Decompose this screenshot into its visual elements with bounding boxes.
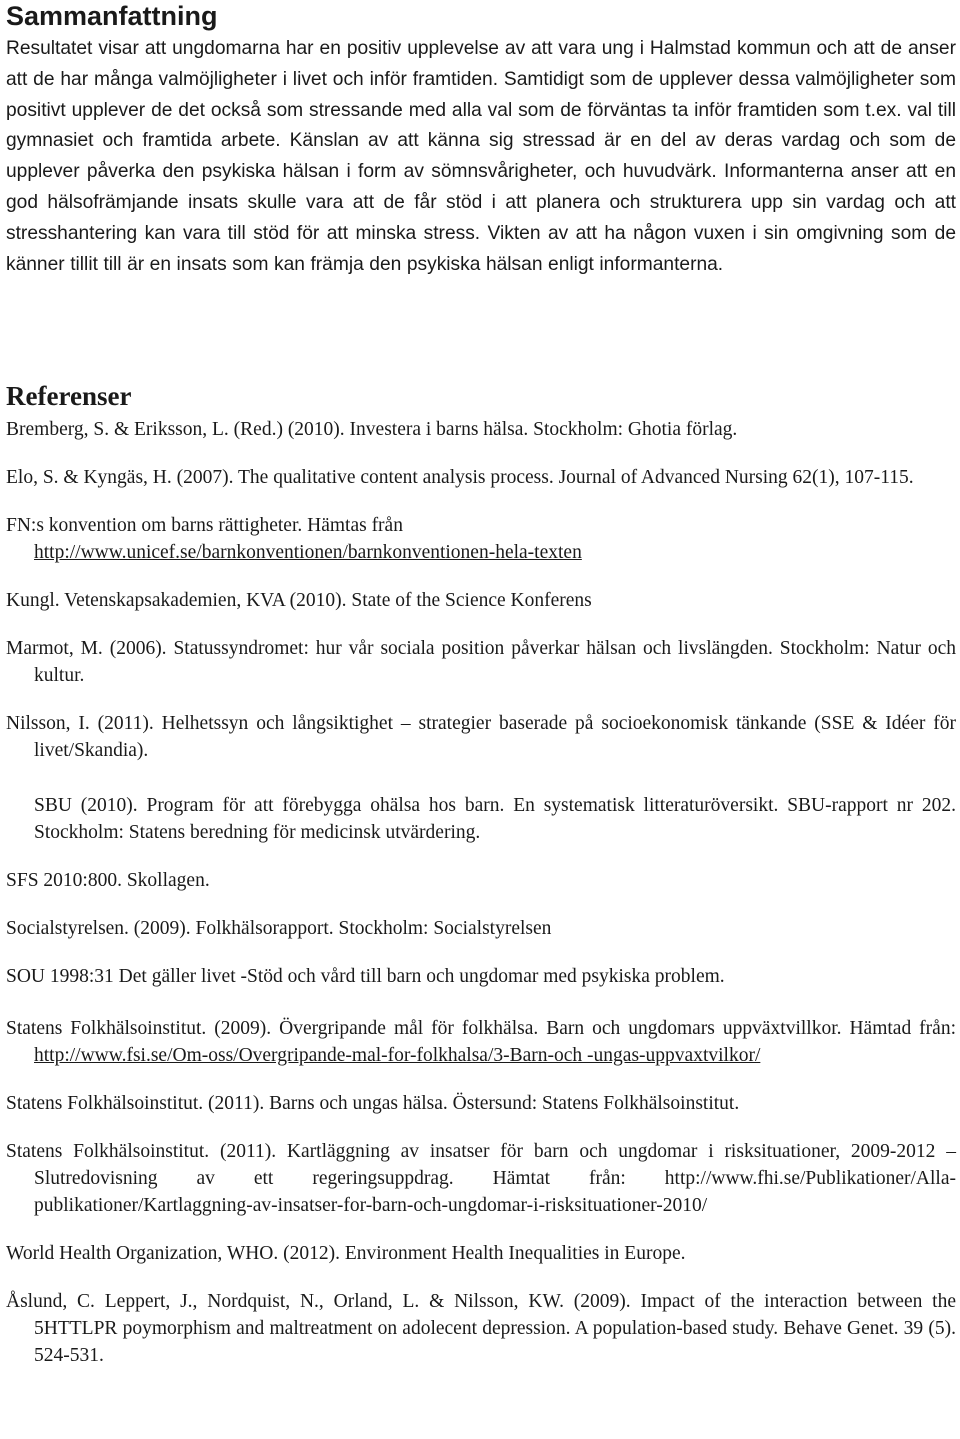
reference-text: SBU (2010). Program för att förebygga ohälsa hos barn. En systematisk litteraturöversikt. SBU-rapport nr 202. Stockholm: Statens beredning för medicinsk utvärdering.: [34, 795, 956, 843]
reference-text: Elo, S. & Kyngäs, H. (2007). The qualitative content analysis process. Journal of Advanced Nursing 62(1), 107-115.: [6, 467, 914, 488]
summary-heading: Sammanfattning: [6, 1, 218, 31]
reference-item: [6, 1288, 956, 1369]
reference-text: World Health Organization, WHO. (2012). Environment Health Inequalities in Europe.: [6, 1243, 686, 1264]
references-heading: Referenser: [6, 381, 132, 411]
reference-text: Statens Folkhälsoinstitut. (2011). Barns och ungas hälsa. Östersund: Statens Folkhälsoinstitut.: [6, 1093, 740, 1114]
reference-text: Bremberg, S. & Eriksson, L. (Red.) (2010). Investera i barns hälsa. Stockholm: Ghotia förlag.: [6, 419, 738, 440]
reference-text: Marmot, M. (2006). Statussyndromet: hur vår sociala position påverkar hälsan och livslängden. Stockholm: Natur och kultur.: [6, 638, 956, 686]
summary-paragraph: Resultatet visar att ungdomarna har en positiv upplevelse av att vara ung i Halmstad kommun och att de anser att de har många valmöjligheter i livet och inför framtiden. Samtidigt som de upplever dessa valmöjligheter som positivt upplever de det också som stressande med alla val som de förväntas ta inför framtiden som t.ex. val till gymnasiet och framtida arbete. Känslan av att känna sig stressad är en del av deras vardag och som de upplever påverka den psykiska hälsan i form av sömnsvårigheter, och huvudvärk. Informanterna anser att en god hälsofrämjande insats skulle vara att de får stöd i att planera och strukturera upp sin vardag och att stresshantering kan vara till stöd för att minska stress. Vikten av att ha någon vuxen i sin omgivning som de känner tillit till är en insats som kan främja den psykiska hälsan enligt informanterna.: [6, 38, 956, 275]
reference-link[interactable]: http://www.fsi.se/Om-oss/Overgripande-mal-for-folkhalsa/3-Barn-och -ungas-uppvaxtvilkor/: [34, 1045, 761, 1066]
reference-item: [6, 1090, 956, 1117]
reference-text: SFS 2010:800. Skollagen.: [6, 870, 210, 891]
reference-link[interactable]: http://www.unicef.se/barnkonventionen/barnkonventionen-hela-texten: [34, 542, 582, 563]
reference-item: [6, 710, 956, 764]
reference-item: [6, 512, 956, 566]
reference-text: Nilsson, I. (2011). Helhetssyn och långsiktighet – strategier baserade på socioekonomisk tänkande (SSE & Idéer för livet/Skandia).: [6, 713, 956, 761]
reference-text: Kungl. Vetenskapsakademien, KVA (2010). State of the Science Konferens: [6, 590, 592, 611]
reference-item: [6, 587, 956, 614]
reference-list: [6, 416, 956, 1369]
document-page: [6, 0, 956, 1366]
reference-item: [6, 1240, 956, 1267]
reference-item: [6, 1015, 956, 1069]
reference-text: Åslund, C. Leppert, J., Nordquist, N., Orland, L. & Nilsson, KW. (2009). Impact of the interaction between the 5HTTLPR poymorphism and maltreatment on adolecent depression. A population-based study. Behave Genet. 39 (5). 524-531.: [6, 1291, 956, 1366]
reference-text: Socialstyrelsen. (2009). Folkhälsorapport. Stockholm: Socialstyrelsen: [6, 918, 552, 939]
reference-item: [6, 792, 956, 846]
reference-item: [6, 416, 956, 443]
reference-item: [6, 963, 956, 990]
reference-text: SOU 1998:31 Det gäller livet -Stöd och vård till barn och ungdomar med psykiska problem.: [6, 966, 725, 987]
reference-item: [6, 464, 956, 491]
reference-text: FN:s konvention om barns rättigheter. Hämtas från: [6, 515, 403, 536]
reference-item: [6, 635, 956, 689]
reference-text: Statens Folkhälsoinstitut. (2011). Kartläggning av insatser för barn och ungdomar i risksituationer, 2009-2012 – Slutredovisning av ett regeringsuppdrag. Hämtat från: http://www.fhi.se/Publikationer/Alla-publikationer/Kartlaggning-av-insatser-for-barn-och-ungdomar-i-risksituationer-2010/: [6, 1141, 956, 1216]
reference-item: [6, 1138, 956, 1219]
reference-item: [6, 867, 956, 894]
reference-text: Statens Folkhälsoinstitut. (2009). Övergripande mål för folkhälsa. Barn och ungdomars uppväxtvillkor. Hämtad från:: [6, 1018, 956, 1039]
reference-item: [6, 915, 956, 942]
